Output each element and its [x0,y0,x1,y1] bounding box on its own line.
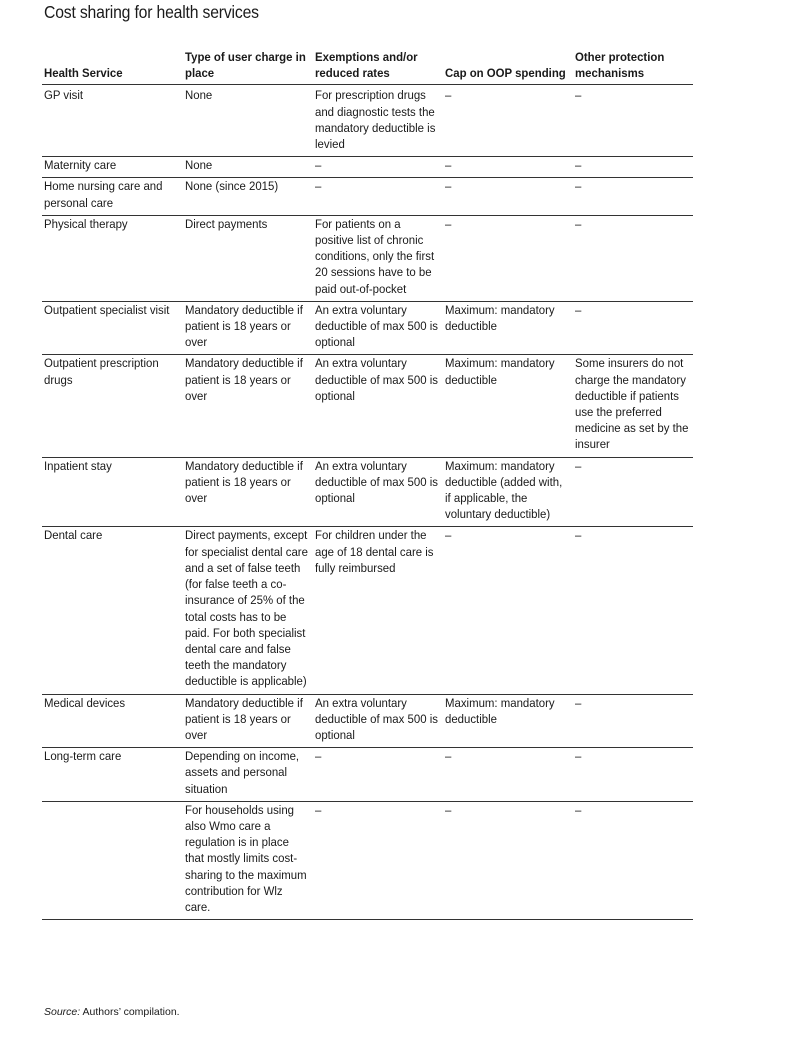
table-row [42,85,693,157]
source-text: Authors’ compilation. [80,1006,180,1018]
cell-oop-cap: – [443,178,573,215]
cell-oop-cap: – [443,748,573,802]
cell-user-charge: Direct payments [183,215,313,301]
cell-oop-cap: – [443,215,573,301]
header-exemptions: Exemptions and/or reduced rates [313,47,443,85]
cell-health-service: Maternity care [42,157,183,178]
table-row [42,178,693,215]
cell-oop-cap: – [443,801,573,919]
cell-user-charge: Direct payments, except for specialist dental care and a set of false teeth (for false teeth a co-insurance of 25% of the total costs has to be paid. For both specialist dental care and false teeth the mandatory deductible is applicable) [183,527,313,694]
table-row [42,301,693,355]
cell-health-service: Outpatient specialist visit [42,301,183,355]
cell-other-protection: – [573,157,693,178]
cell-oop-cap: Maximum: mandatory deductible (added with, if applicable, the voluntary deductible) [443,457,573,527]
cell-health-service: Home nursing care and personal care [42,178,183,215]
cell-exemptions: – [313,178,443,215]
table-row [42,457,693,527]
cell-other-protection: – [573,694,693,748]
header-health-service: Health Service [42,47,183,85]
cell-other-protection: Some insurers do not charge the mandatory deductible if patients use the preferred medicine as set by the insurer [573,355,693,457]
cell-user-charge: Mandatory deductible if patient is 18 years or over [183,355,313,457]
table-body [42,85,693,920]
cell-health-service: Physical therapy [42,215,183,301]
cell-health-service: Outpatient prescription drugs [42,355,183,457]
cell-health-service: Medical devices [42,694,183,748]
cost-sharing-table [42,47,693,920]
cell-exemptions: – [313,748,443,802]
cell-user-charge: Mandatory deductible if patient is 18 years or over [183,301,313,355]
header-user-charge: Type of user charge in place [183,47,313,85]
cell-oop-cap: – [443,527,573,694]
table-row [42,355,693,457]
cell-other-protection: – [573,457,693,527]
cell-exemptions: – [313,801,443,919]
cell-health-service: Long-term care [42,748,183,802]
source-label: Source: [44,1006,81,1018]
table-row [42,694,693,748]
cell-oop-cap: – [443,157,573,178]
cell-user-charge: None (since 2015) [183,178,313,215]
table-header-row [42,47,693,85]
cell-user-charge: Mandatory deductible if patient is 18 years or over [183,694,313,748]
cell-health-service: Inpatient stay [42,457,183,527]
source-note [44,1006,180,1018]
cell-exemptions: – [313,157,443,178]
cell-user-charge: For households using also Wmo care a regulation is in place that mostly limits cost-sharing to the maximum contribution for Wlz care. [183,801,313,919]
cell-exemptions: An extra voluntary deductible of max 500 is optional [313,457,443,527]
header-other-protection: Other protection mechanisms [573,47,693,85]
header-oop-cap: Cap on OOP spending [443,47,573,85]
cell-user-charge: None [183,85,313,157]
cell-exemptions: An extra voluntary deductible of max 500 is optional [313,301,443,355]
cell-user-charge: Depending on income, assets and personal situation [183,748,313,802]
cell-oop-cap: Maximum: mandatory deductible [443,355,573,457]
cost-sharing-table-container [42,47,693,920]
cell-exemptions: For patients on a positive list of chronic conditions, only the first 20 sessions have to be paid out-of-pocket [313,215,443,301]
cell-other-protection: – [573,801,693,919]
table-row [42,801,693,919]
table-row [42,215,693,301]
table-row [42,157,693,178]
cell-other-protection: – [573,178,693,215]
table-row [42,527,693,694]
cell-oop-cap: – [443,85,573,157]
cell-other-protection: – [573,301,693,355]
table-row [42,748,693,802]
cell-user-charge: Mandatory deductible if patient is 18 years or over [183,457,313,527]
cell-health-service [42,801,183,919]
cell-exemptions: An extra voluntary deductible of max 500 is optional [313,355,443,457]
cell-other-protection: – [573,85,693,157]
cell-exemptions: An extra voluntary deductible of max 500 is optional [313,694,443,748]
cell-oop-cap: Maximum: mandatory deductible [443,301,573,355]
cell-health-service: Dental care [42,527,183,694]
cell-oop-cap: Maximum: mandatory deductible [443,694,573,748]
cell-exemptions: For prescription drugs and diagnostic tests the mandatory deductible is levied [313,85,443,157]
cell-health-service: GP visit [42,85,183,157]
page-title: Cost sharing for health services [44,2,259,22]
cell-user-charge: None [183,157,313,178]
cell-other-protection: – [573,748,693,802]
cell-exemptions: For children under the age of 18 dental care is fully reimbursed [313,527,443,694]
cell-other-protection: – [573,215,693,301]
cell-other-protection: – [573,527,693,694]
